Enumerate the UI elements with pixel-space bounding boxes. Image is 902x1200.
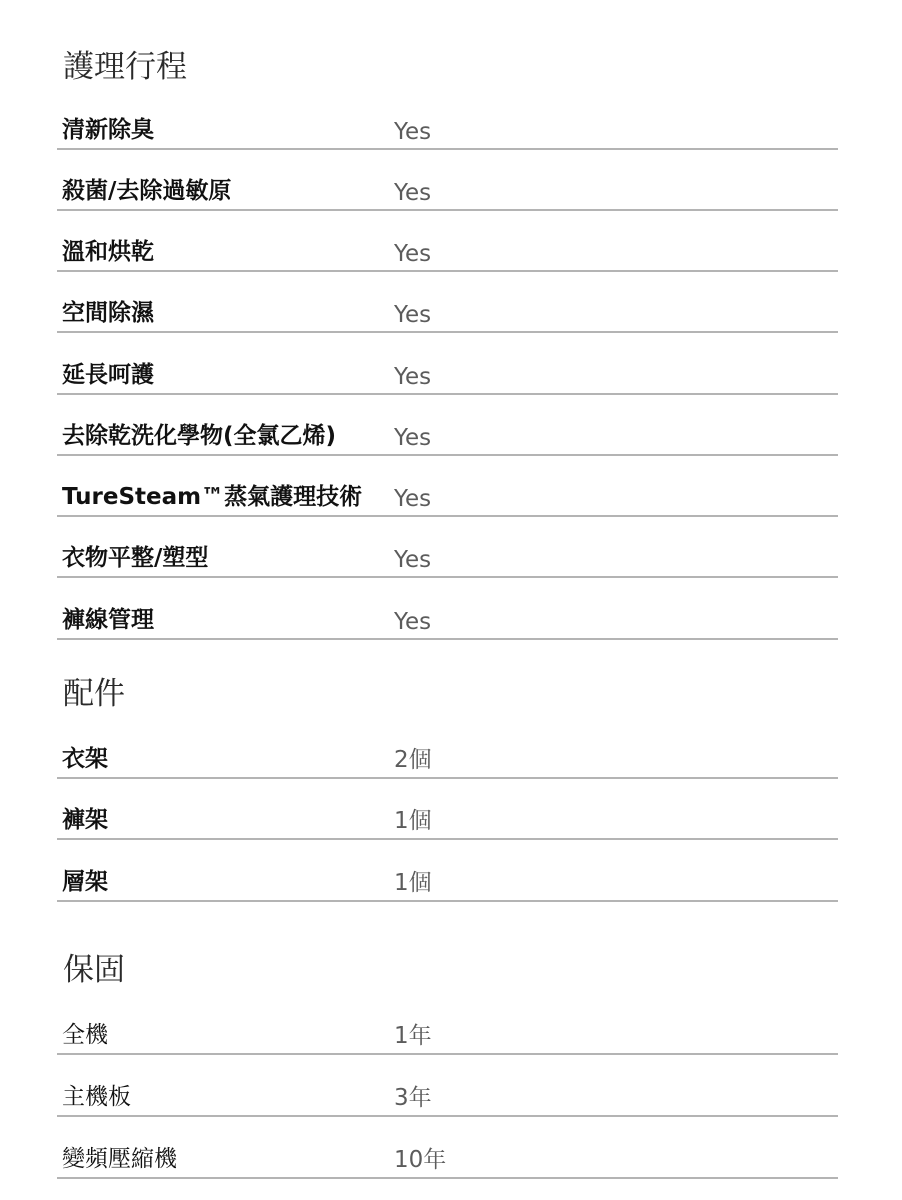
warranty-title: 保固: [63, 952, 125, 988]
spec-value: Yes: [394, 424, 432, 451]
warranty-row-whole-unit: [57, 1015, 838, 1055]
spec-label: TureSteam™蒸氣護理技術: [62, 483, 363, 510]
spec-value: 1個: [394, 807, 432, 834]
spec-value: Yes: [394, 301, 432, 328]
spec-value: Yes: [394, 485, 432, 512]
accessory-row-hanger: [57, 739, 838, 779]
spec-value: Yes: [394, 179, 432, 206]
spec-label: 褲架: [62, 806, 108, 833]
spec-value: 10年: [394, 1146, 447, 1173]
accessory-row-shelf: [57, 862, 838, 902]
spec-label: 變頻壓縮機: [62, 1145, 177, 1172]
spec-value: Yes: [394, 363, 432, 390]
spec-value: 1年: [394, 1022, 432, 1049]
accessory-row-pants-hanger: [57, 800, 838, 840]
spec-label: 去除乾洗化學物(全氯乙烯): [62, 422, 337, 449]
spec-label: 殺菌/去除過敏原: [62, 177, 232, 204]
spec-label: 清新除臭: [62, 116, 154, 143]
care-row-pants-crease: [57, 600, 838, 640]
warranty-row-mainboard: [57, 1077, 838, 1117]
spec-label: 主機板: [62, 1083, 131, 1110]
spec-value: Yes: [394, 118, 432, 145]
spec-label: 褲線管理: [62, 606, 154, 633]
spec-label: 溫和烘乾: [62, 238, 154, 265]
warranty-row-compressor: [57, 1139, 838, 1179]
care-row-sterilize: [57, 171, 838, 211]
spec-value: Yes: [394, 546, 432, 573]
spec-label: 空間除濕: [62, 299, 154, 326]
care-row-dry-clean-removal: [57, 416, 838, 456]
spec-value: 3年: [394, 1084, 432, 1111]
spec-value: Yes: [394, 608, 432, 635]
spec-label: 衣物平整/塑型: [62, 544, 209, 571]
care-row-truesteam: [57, 477, 838, 517]
care-row-deodorize: [57, 110, 838, 150]
spec-label: 衣架: [62, 745, 108, 772]
accessories-title: 配件: [63, 676, 125, 712]
care-program-title: 護理行程: [63, 49, 187, 85]
spec-value: 1個: [394, 869, 432, 896]
spec-value: Yes: [394, 240, 432, 267]
care-row-wrinkle-shape: [57, 538, 838, 578]
spec-value: 2個: [394, 746, 432, 773]
spec-label: 全機: [62, 1021, 108, 1048]
spec-label: 延長呵護: [62, 361, 154, 388]
care-row-dehumidify: [57, 293, 838, 333]
care-row-gentle-dry: [57, 232, 838, 272]
care-row-extended-care: [57, 355, 838, 395]
spec-label: 層架: [62, 868, 108, 895]
